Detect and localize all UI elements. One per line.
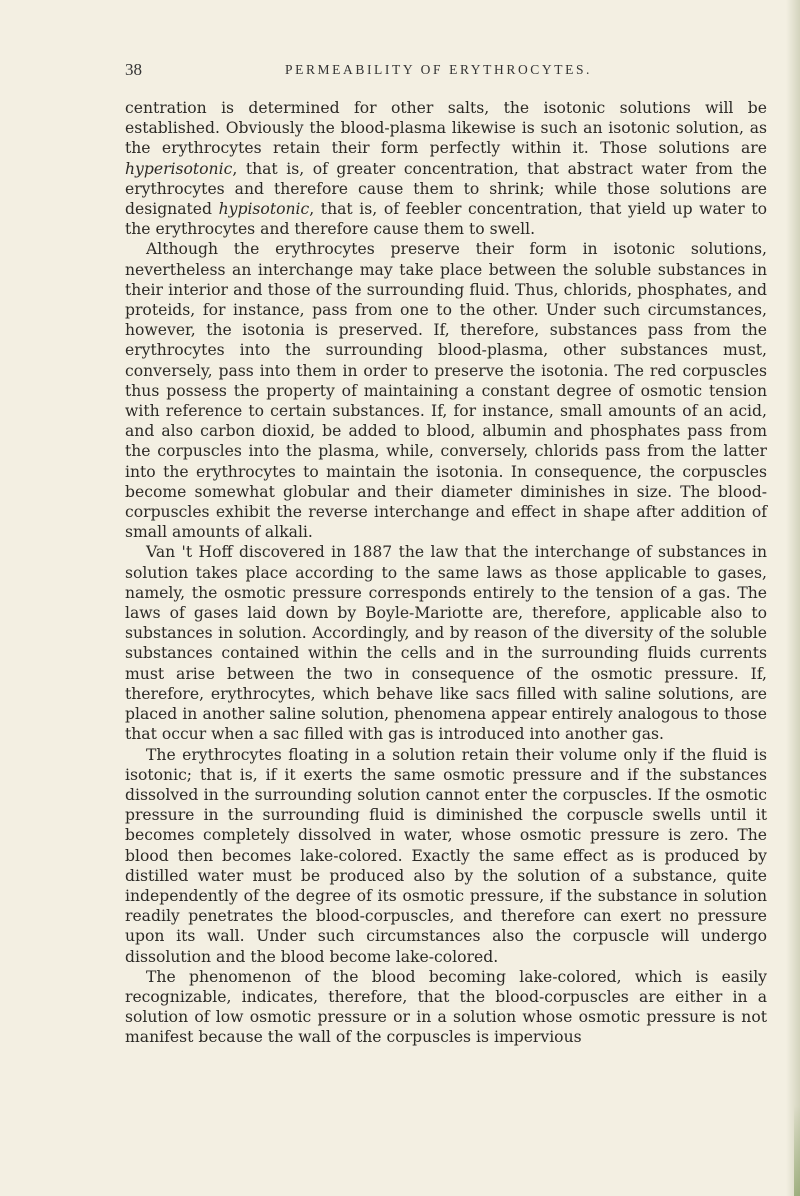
term-hypisotonic: hypisotonic [218,200,310,219]
paragraph-1 [125,98,767,239]
paragraph-5: The phenomenon of the blood becoming lake-colored, which is easily recognizable, indicates, therefore, that the blood-corpuscles are either in a solution of low osmotic pressure or in a solution whose osmotic pressure is not manifest because the wall of the corpuscles is impervious [125,967,767,1047]
page-edge-shadow [786,0,800,1196]
running-head-title: PERMEABILITY OF ERYTHROCYTES. [285,62,593,77]
body-text [125,98,767,1048]
page-edge-stain [794,1105,800,1196]
paragraph-2: Although the erythrocytes preserve their form in isotonic solutions, nevertheless an interchange may take place between the soluble substances in their interior and those of the surrounding fluid. Thus, chlorids, phosphates, and proteids, for instance, pass from one to the other. Under such circumstances, however, the isotonia is preserved. If, therefore, substances pass from the erythrocytes into the surrounding blood-plasma, other substances must, conversely, pass into them in order to preserve the isotonia. The red corpuscles thus possess the property of maintaining a constant degree of osmotic tension with reference to certain substances. If, for instance, small amounts of an acid, and also carbon dioxid, be added to blood, albumin and phosphates pass from the corpuscles into the plasma, while, conversely, chlorids pass from the latter into the erythrocytes to maintain the isotonia. In consequence, the corpuscles become somewhat globular and their diameter diminishes in size. The blood-corpuscles exhibit the reverse interchange and effect in shape after addition of small amounts of alkali. [125,240,767,542]
page-number: 38 [125,60,142,79]
paragraph-3: Van 't Hoff discovered in 1887 the law that the interchange of substances in solution takes place according to the same laws as those applicable to gases, namely, the osmotic pressure corresponds entirely to the tension of a gas. The laws of gases laid down by Boyle-Mariotte are, therefore, applicable also to substances in solution. Accordingly, and by reason of the diversity of the soluble substances contained within the cells and in the surrounding fluids currents must arise between the two in consequence of the osmotic pressure. If, therefore, erythrocytes, which behave like sacs filled with saline solutions, are placed in another saline solution, phenomena appear entirely analogous to those that occur when a sac filled with gas is introduced into another gas. [125,543,767,744]
paragraph-1-part-1: centration is determined for other salts, the isotonic solutions will be established. Obviously the blood-plasma likewise is such an isotonic solution, as the erythrocytes retain their form perfectly within it. Those solutions are [125,99,767,158]
running-head [125,60,765,82]
term-hyperisotonic: hyperisotonic [125,159,233,178]
paragraph-1-part-3: , that is, of feebler concentration, that yield up water to the erythrocytes and therefore cause them to swell. [125,200,767,239]
paragraph-4: The erythrocytes floating in a solution retain their volume only if the fluid is isotonic; that is, if it exerts the same osmotic pressure and if the substances dissolved in the surrounding solution cannot enter the corpuscles. If the osmotic pressure in the surrounding fluid is diminished the corpuscle swells until it becomes completely dissolved in water, whose osmotic pressure is zero. The blood then becomes lake-colored. Exactly the same effect as is produced by distilled water must be produced also by the solution of a substance, quite independently of the degree of its osmotic pressure, if the substance in solution readily penetrates the blood-corpuscles, and therefore can exert no pressure upon its wall. Under such circumstances also the corpuscle will undergo dissolution and the blood become lake-colored. [125,745,767,966]
paragraph-1-part-2: , that is, of greater concentration, that abstract water from the erythrocytes and therefore cause them to shrink; while those solutions are designated [125,159,767,219]
